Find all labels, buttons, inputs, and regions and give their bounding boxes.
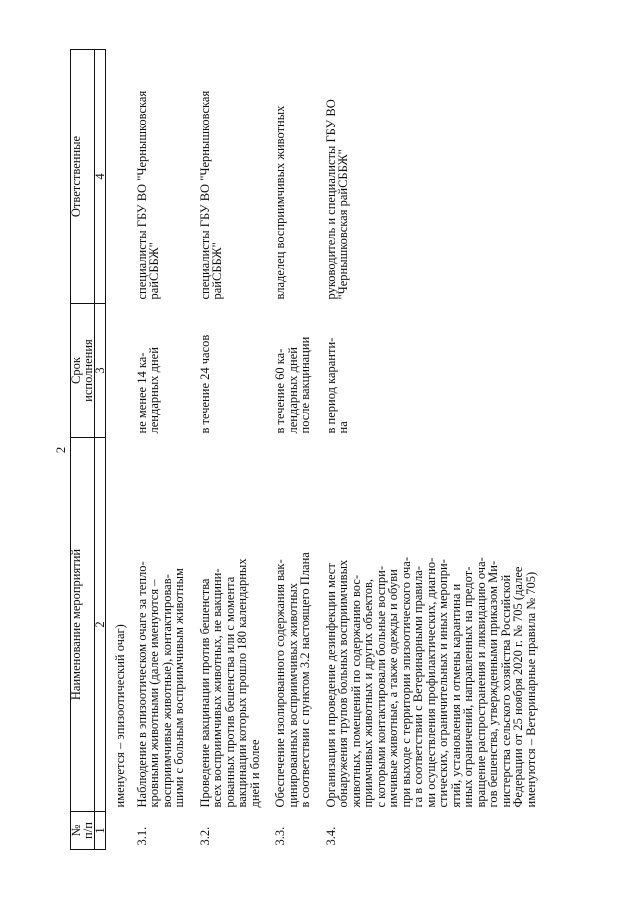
column-number: 3: [95, 304, 106, 438]
row-number: 3.4.: [323, 826, 338, 846]
rotated-content: [53, 50, 538, 850]
table-row: [198, 50, 274, 850]
measure-responsible: владелец восприимчивых животных: [273, 105, 287, 300]
measure-term: не менее 14 ка- лендарных дней: [134, 347, 161, 434]
column-number: 2: [95, 438, 106, 812]
measure-name: Обеспечение изолированного содержания вак- цинированных восприимчивых животных в соответствии с пунктом 3.2 настоящего Плана: [273, 552, 312, 808]
measure-responsible: специалисты ГБУ ВО "Чернышковская райСББЖ": [134, 90, 161, 300]
measure-term: в течение 24 часов: [197, 334, 212, 434]
measure-responsible: специалисты ГБУ ВО "Чернышковская райСББЖ": [197, 90, 224, 300]
measure-responsible: руководитель и специалисты ГБУ ВО "Чернышковская райСББЖ": [323, 99, 350, 300]
header-term: Срок исполнения: [71, 304, 95, 438]
row-number: 3.1.: [134, 826, 149, 846]
measure-name: Проведение вакцинации против бешенства всех восприимчивых животных, не вакцини- рованных против бешенства или с момента вакцинации которых прошло 180 календарных дней и более: [197, 558, 262, 808]
table-row: [273, 50, 324, 850]
measure-term: в период каранти- на: [323, 337, 350, 434]
row-number: 3.2.: [197, 826, 212, 846]
column-number-row: [95, 50, 106, 850]
row-number: 3.3.: [273, 826, 287, 846]
measure-name: Наблюдение в эпизоотическом очаге за тепло- кровными животными (далее именуются – восприимчивые животные), контактировав- шими с больным восприимчивым животным: [134, 561, 186, 808]
header-name: Наименование мероприятий: [71, 438, 95, 812]
column-number: 1: [95, 812, 106, 850]
intro-row: [106, 50, 135, 850]
header-responsible: Ответственные: [71, 50, 95, 304]
measure-term: в течение 60 ка- лендарных дней после вакцинации: [273, 336, 312, 434]
measure-name: Организация и проведение дезинфекции мест обнаружения трупов больных восприимчивых животных, помещений по содержанию вос- приимчивых животных и других объектов, с которыми контактировали больные воспри- имчивые животные, а также одежды и обуви при выходе с территории эпизоотического оча- га в соответствии с Ветеринарными правила- ми осуществления профилактических, диагно- стических, ограничительных и иных меропри- ятий, установления и отмены карантина и иных ограничений, направленных на предот- вращение распространения и ликвидацию оча- гов бешенства, утвержденными приказом Ми- нистерства сельского хозяйства Российской Федерации от 25 ноября 2020 г. № 705 (далее именуются – Ветеринарные правила № 705): [323, 556, 538, 808]
table-row: [324, 50, 550, 850]
intro-text: именуется – эпизоотический очаг): [113, 624, 127, 808]
header-num: № п/п: [71, 812, 95, 850]
column-number: 4: [95, 50, 106, 304]
table-row: [135, 50, 198, 850]
measures-table: [70, 49, 549, 850]
table-header-row: [71, 50, 95, 850]
page-number: 2: [53, 446, 68, 454]
